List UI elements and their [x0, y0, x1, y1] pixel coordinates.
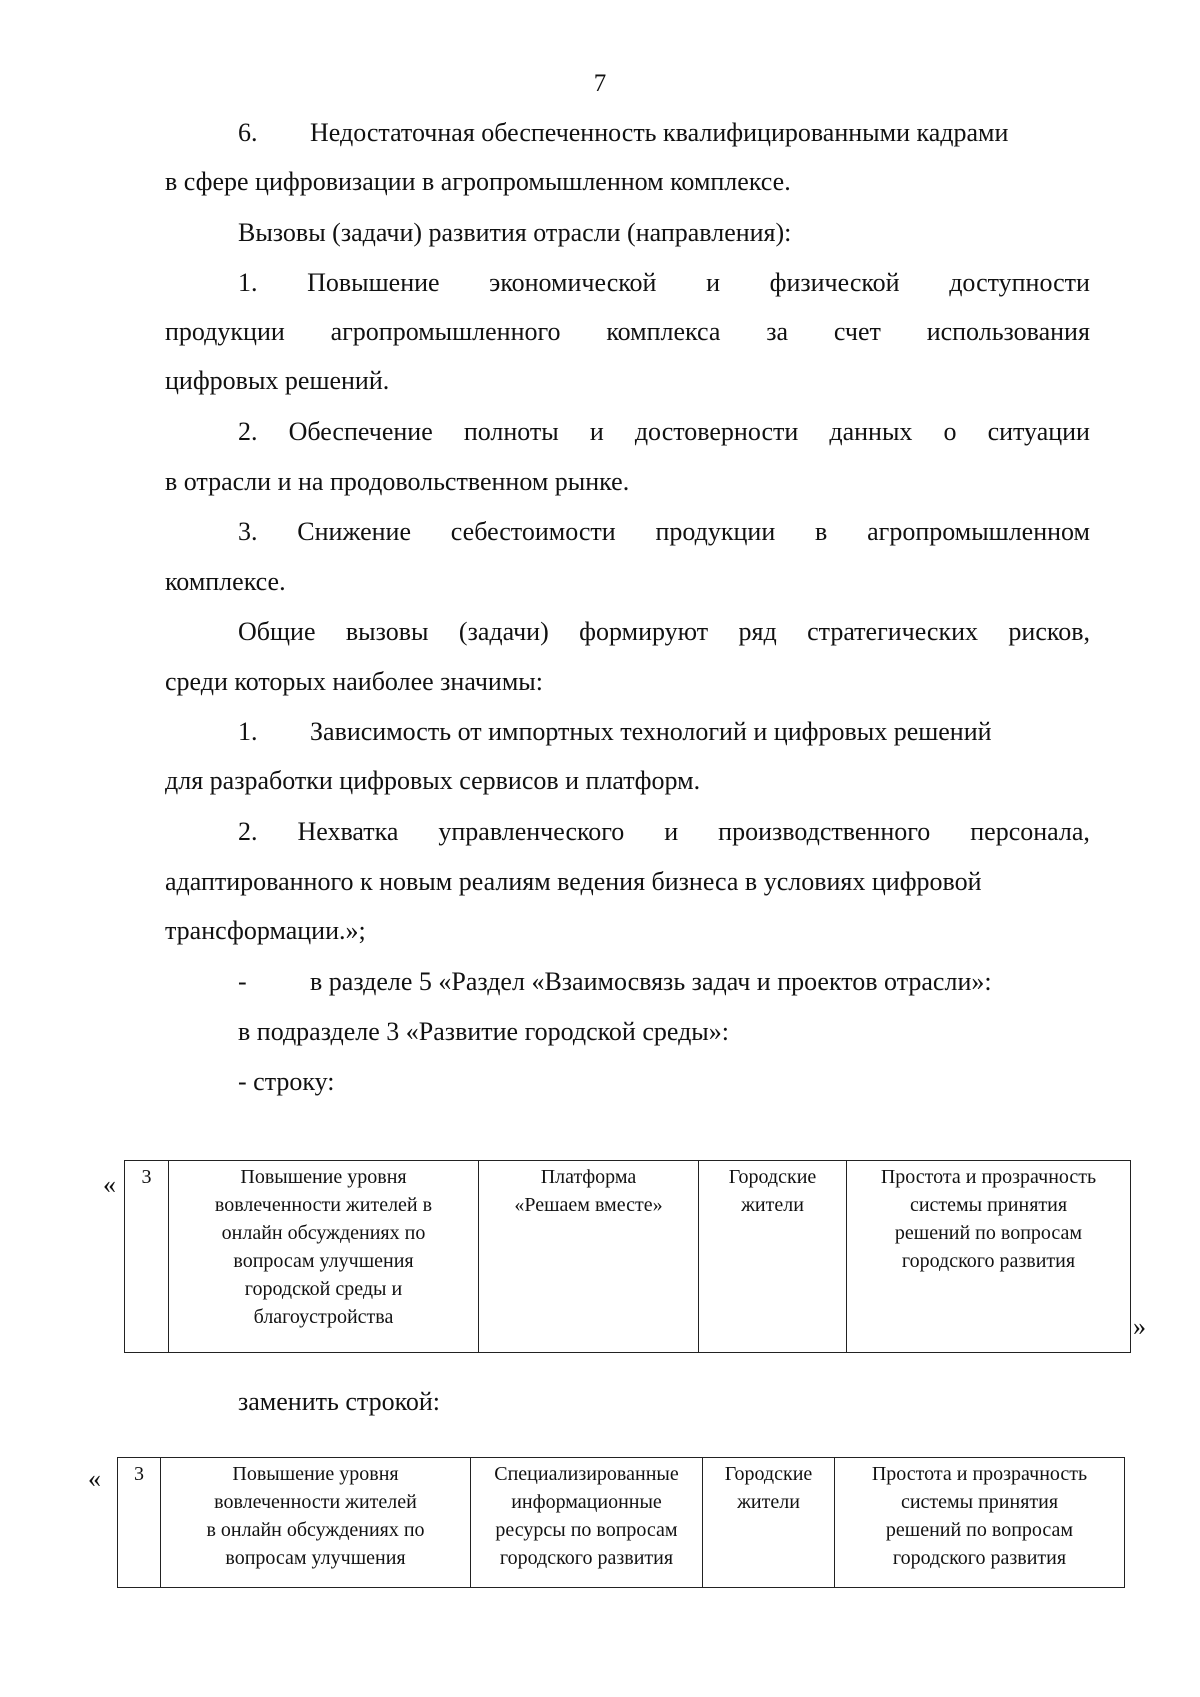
project-cell [479, 1161, 699, 1353]
table-old-row [124, 1160, 1131, 1353]
risk-1-number: 1. [238, 717, 258, 746]
project-cell [471, 1458, 703, 1588]
text-line: Простота и прозрачность [871, 1463, 1088, 1485]
row-number-cell [125, 1161, 169, 1353]
text-line: вопросам улучшения [225, 1547, 406, 1569]
challenge-3-line-1 [238, 516, 1090, 548]
word: Обеспечение [288, 417, 433, 446]
item-6-text: Недостаточная обеспеченность квалифицированными кадрами [310, 118, 1009, 147]
text-line: вовлеченности жителей в [214, 1194, 433, 1216]
word: счет [833, 317, 881, 346]
text-line: Повышение уровня [240, 1166, 407, 1188]
text-line: вопросам улучшения [233, 1250, 414, 1272]
word: стратегических [807, 617, 979, 646]
table-new-row [117, 1457, 1125, 1588]
word: использования [926, 317, 1090, 346]
text-line: вовлеченности жителей [214, 1491, 417, 1513]
text-line: городского развития [892, 1547, 1067, 1569]
word: за [766, 317, 789, 346]
word: ряд [738, 617, 777, 646]
risk-2-number: 2. [238, 817, 258, 846]
word: и [589, 417, 604, 446]
word: продукции [655, 517, 776, 546]
text-line: благоустройства [253, 1306, 394, 1328]
effect-cell [835, 1458, 1125, 1588]
word: себестоимости [450, 517, 616, 546]
word: ситуации [987, 417, 1090, 446]
word: доступности [949, 268, 1090, 297]
text-line: городского развития [499, 1547, 674, 1569]
table-row [118, 1458, 1125, 1588]
word: управленческого [438, 817, 625, 846]
text-line: Повышение уровня [232, 1463, 399, 1485]
word: рисков, [1008, 617, 1090, 646]
challenge-1-line-3: цифровых решений. [165, 366, 390, 395]
challenge-1-line-1 [238, 267, 1090, 299]
risks-line-1 [238, 616, 1090, 648]
opening-quote-old: « [103, 1170, 116, 1199]
text-line: системы принятия [909, 1194, 1068, 1216]
word: полноты [463, 417, 559, 446]
challenge-3-number: 3. [238, 517, 258, 546]
risk-2-line-2: адаптированного к новым реалиям ведения бизнеса в условиях цифровой [165, 867, 982, 896]
challenges-heading: Вызовы (задачи) развития отрасли (направления): [238, 218, 792, 247]
replace-label: заменить строкой: [238, 1387, 441, 1416]
word: комплекса [606, 317, 721, 346]
word: данных [829, 417, 913, 446]
text-line: решений по вопросам [894, 1222, 1083, 1244]
text-line: Городские [728, 1166, 817, 1188]
text-line: жители [741, 1194, 804, 1216]
word: формируют [579, 617, 709, 646]
word: физической [769, 268, 900, 297]
page-number: 7 [593, 70, 607, 97]
table-row [125, 1161, 1131, 1353]
challenge-1-number: 1. [238, 268, 258, 297]
text-line: «Решаем вместе» [514, 1194, 663, 1216]
word: продукции [165, 317, 285, 346]
risk-1-text: Зависимость от импортных технологий и цифровых решений [310, 717, 992, 746]
effect-cell [847, 1161, 1131, 1353]
subsection-line: в подразделе 3 «Развитие городской среды»: [238, 1017, 729, 1046]
text-line: Специализированные [494, 1463, 679, 1485]
task-cell [169, 1161, 479, 1353]
row-number: 3 [141, 1166, 152, 1188]
text-line: Платформа [540, 1166, 637, 1188]
item-6-number: 6. [238, 118, 258, 147]
word: Снижение [297, 517, 411, 546]
word: экономической [489, 268, 657, 297]
audience-cell [699, 1161, 847, 1353]
item-6-line-2: в сфере цифровизации в агропромышленном комплексе. [165, 167, 791, 196]
word: достоверности [634, 417, 799, 446]
challenge-2-line-1 [238, 416, 1090, 448]
text-line: информационные [511, 1491, 662, 1513]
text-line: городского развития [901, 1250, 1076, 1272]
text-line: ресурсы по вопросам [495, 1519, 678, 1541]
item-6-line-1 [238, 117, 1090, 149]
section-amendment-text: в разделе 5 «Раздел «Взаимосвязь задач и проектов отрасли»: [310, 967, 992, 996]
challenge-2-number: 2. [238, 417, 258, 446]
word: агропромышленного [330, 317, 561, 346]
risk-2-line-3: трансформации.»; [165, 916, 366, 945]
task-cell [161, 1458, 471, 1588]
challenge-2-line-2: в отрасли и на продовольственном рынке. [165, 467, 630, 496]
word: вызовы [345, 617, 429, 646]
opening-quote-new: « [88, 1464, 101, 1493]
word: (задачи) [458, 617, 549, 646]
risk-1-line-2: для разработки цифровых сервисов и платформ. [165, 766, 701, 795]
section-amendment-line [238, 966, 992, 998]
text-line: системы принятия [900, 1491, 1059, 1513]
risk-2-line-1 [238, 816, 1090, 848]
risks-line-2: среди которых наиболее значимы: [165, 667, 543, 696]
text-line: онлайн обсуждениях по [221, 1222, 426, 1244]
word: Нехватка [297, 817, 399, 846]
word: персонала, [970, 817, 1090, 846]
text-line: Простота и прозрачность [880, 1166, 1097, 1188]
word: и [664, 817, 679, 846]
word: в [815, 517, 828, 546]
row-number: 3 [134, 1463, 144, 1485]
text-line: жители [737, 1491, 800, 1513]
text-line: в онлайн обсуждениях по [206, 1519, 425, 1541]
challenge-1-line-2 [165, 316, 1090, 348]
word: Повышение [307, 268, 440, 297]
word: о [943, 417, 957, 446]
text-line: решений по вопросам [885, 1519, 1074, 1541]
word: Общие [238, 617, 316, 646]
word: производственного [718, 817, 931, 846]
text-line: Городские [724, 1463, 813, 1485]
challenge-3-line-2: комплексе. [165, 567, 286, 596]
text-line: городской среды и [244, 1278, 403, 1300]
row-label: - строку: [238, 1067, 335, 1096]
word: агропромышленном [867, 517, 1090, 546]
row-number-cell [118, 1458, 161, 1588]
risk-1-line-1 [238, 716, 1090, 748]
word: и [706, 268, 720, 297]
closing-quote-old: » [1133, 1312, 1146, 1341]
audience-cell [703, 1458, 835, 1588]
dash-marker: - [238, 967, 247, 996]
